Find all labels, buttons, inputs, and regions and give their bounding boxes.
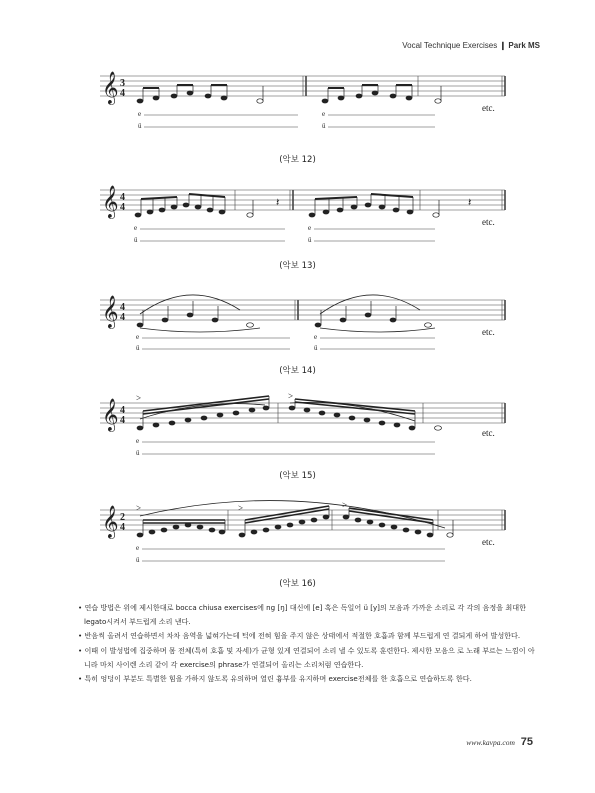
lyric-line-2: ü	[138, 122, 142, 130]
lyric-line-1b: e	[322, 110, 326, 118]
caption-exercise-13: (악보 13)	[279, 261, 316, 271]
score-13-staff	[100, 180, 510, 252]
lyric-line-2: ü	[136, 344, 140, 352]
score-16-staff	[100, 492, 510, 570]
treble-clef-icon: 𝄞	[102, 187, 119, 218]
notes	[137, 85, 441, 103]
etc-label: etc.	[482, 428, 495, 438]
slur	[140, 328, 260, 332]
score-12-staff	[100, 66, 510, 138]
staff-lines	[100, 76, 505, 96]
accent-mark: >	[136, 393, 142, 403]
time-signature-bottom: 4	[120, 202, 125, 213]
accent-mark: >	[136, 503, 142, 513]
etc-label: etc.	[482, 103, 495, 113]
lyric-line-1: e	[136, 437, 140, 445]
lyric-line-1: e	[136, 544, 140, 552]
time-signature-top: 4	[120, 302, 125, 313]
etc-label: etc.	[482, 537, 495, 547]
accent-mark: >	[342, 500, 348, 510]
slur	[140, 295, 240, 314]
paragraph: • 연습 방법은 위에 제시한대로 bocca chiusa exercises에 ng [ŋ] 대신에 [e] 혹은 독일어 ü [y]의 모음과 가까운 소리로 각 각의 음정을 최대한 legato시켜서 부드럽게 소리 낸다.	[78, 603, 526, 627]
score-exercise-13	[100, 180, 510, 252]
treble-clef-icon: 𝄞	[102, 297, 119, 328]
lyric-line-2: ü	[136, 556, 140, 564]
paragraph: • 반음씩 올려서 연습하면서 차차 음역을 넓혀가는데 턱에 전혀 힘을 주지 않은 상태에서 적절한 호흡과 함께 부드럽게 연 결되게 하여 발성한다.	[78, 631, 521, 641]
caption-exercise-16: (악보 16)	[279, 579, 316, 589]
notes	[137, 506, 453, 537]
lyric-line-1: e	[136, 333, 140, 341]
score-exercise-14	[100, 284, 510, 356]
time-signature-top: 4	[120, 192, 125, 203]
notes	[135, 194, 439, 217]
lyric-line-2: ü	[134, 236, 138, 244]
score-exercise-15	[100, 391, 510, 463]
lyric-line-1b: e	[314, 333, 318, 341]
paragraph: • 이때 이 발성법에 집중하며 몸 전체(특히 호흡 및 자세)가 균형 있게 연결되어 소리 낼 수 있도록 훈련한다. 제시한 모음으 로 노래 부르는 느낌이 아니라 마치 사이렌 소리 같이 각 exercise의 phrase가 연결되어 올리는 소리처럼 연습한다.	[78, 645, 535, 669]
lyric-line-2: ü	[136, 449, 140, 457]
time-signature-bottom: 4	[120, 522, 125, 533]
rest-icon: 𝄽	[276, 197, 280, 209]
lyric-line-1: e	[134, 224, 138, 232]
rest-icon: 𝄽	[468, 197, 472, 209]
slur	[320, 295, 420, 314]
treble-clef-icon: 𝄞	[102, 400, 119, 431]
lyric-line-2b: ü	[322, 122, 326, 130]
time-signature-bottom: 4	[120, 415, 125, 426]
time-signature-bottom: 4	[120, 312, 125, 323]
etc-label: etc.	[482, 217, 495, 227]
header-title: Vocal Technique Exercises	[402, 41, 498, 50]
time-signature-top: 2	[120, 512, 125, 523]
caption-exercise-15: (악보 15)	[279, 471, 316, 481]
running-header	[402, 41, 540, 50]
paragraph: • 특히 엉덩이 부분도 특별한 힘을 가하지 않도록 유의하며 열린 흉부를 유지하며 exercise전체를 한 호흡으로 연습하도록 한다.	[78, 674, 472, 684]
lyric-line-1: e	[138, 110, 142, 118]
score-14-staff	[100, 284, 510, 356]
slur	[320, 328, 435, 332]
footer-url: www.kavpa.com	[466, 738, 515, 747]
time-signature-bottom: 4	[120, 88, 125, 99]
page-footer	[466, 736, 533, 748]
accent-mark: >	[288, 391, 294, 401]
page-number: 75	[520, 736, 533, 748]
time-signature-top: 3	[120, 78, 125, 89]
time-signature-top: 4	[120, 405, 125, 416]
header-separator: ❙	[499, 41, 507, 50]
score-15-staff	[100, 391, 510, 463]
lyric-line-1b: e	[308, 224, 312, 232]
score-exercise-12	[100, 66, 510, 138]
etc-label: etc.	[482, 327, 495, 337]
caption-exercise-12: (악보 12)	[279, 155, 316, 165]
treble-clef-icon: 𝄞	[102, 73, 119, 104]
lyric-line-2b: ü	[314, 344, 318, 352]
accent-mark: >	[238, 503, 244, 513]
treble-clef-icon: 𝄞	[102, 507, 119, 538]
lyric-line-2b: ü	[308, 236, 312, 244]
score-exercise-16	[100, 492, 510, 570]
header-author: Park MS	[508, 41, 540, 50]
instruction-text	[76, 601, 540, 686]
caption-exercise-14: (악보 14)	[279, 366, 316, 376]
